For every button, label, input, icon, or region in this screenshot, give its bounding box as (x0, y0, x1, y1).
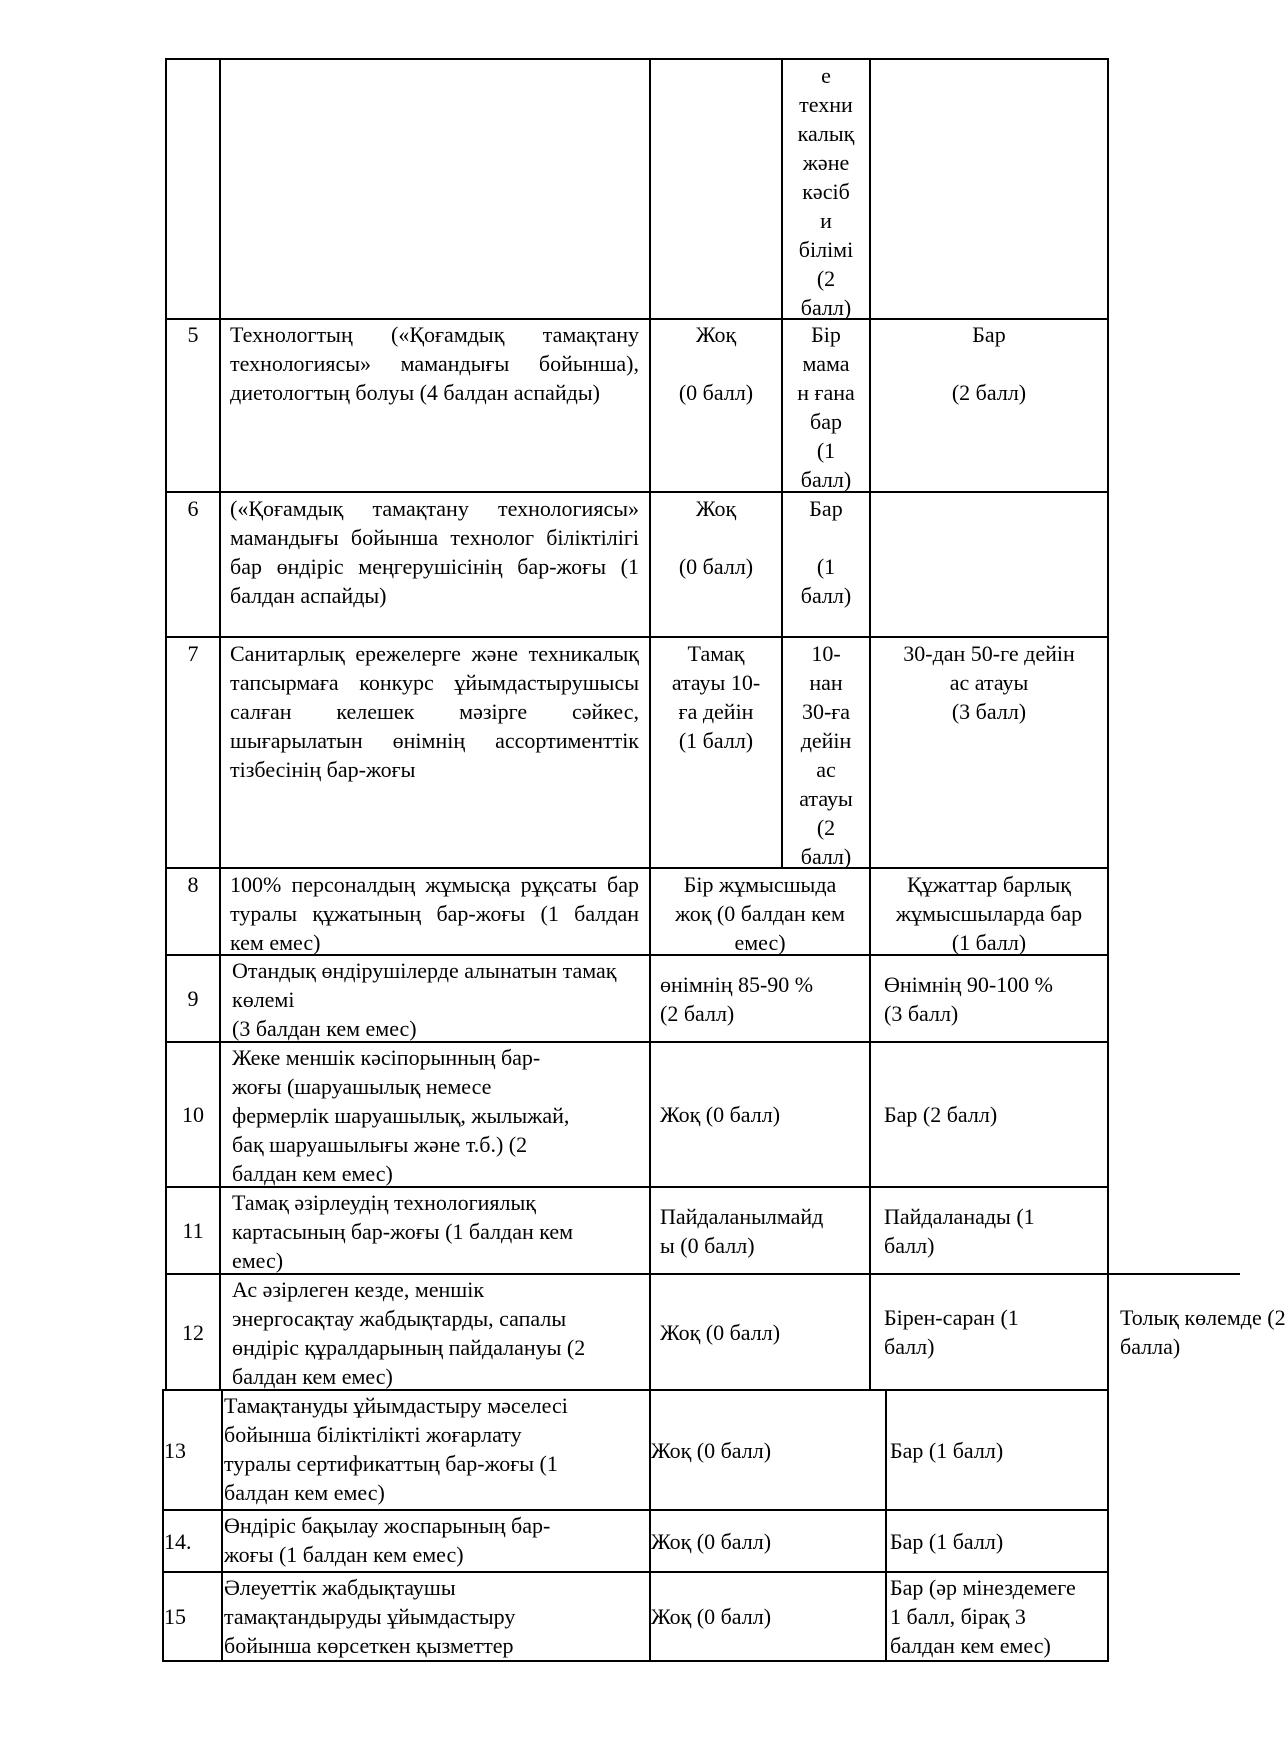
table-cell (884, 1275, 1107, 1389)
table-line (165, 867, 1109, 869)
row-number: 7 (187, 641, 199, 666)
row-number (167, 1275, 219, 1389)
table-cell (660, 1043, 869, 1186)
table-cell: Бар (әр мінездемеге 1 балл, бірақ 3 балдан кем емес) (890, 1575, 1076, 1658)
table-cell (651, 1573, 885, 1660)
row-number-text: 14. (164, 1528, 192, 1554)
table-cell-text: өнімнің 85-90 % (2 балл) (660, 971, 814, 1026)
table-cell-text: Жоқ (0 балл) (660, 1319, 781, 1345)
table-cell: Құжаттар барлық жұмысшыларда бар (1 балл) (895, 872, 1083, 955)
row-number-text: 15 (164, 1604, 186, 1629)
criterion-cell: Отандық өндірушілерде алынатын тамақ көлемі (3 балдан кем емес) (232, 958, 617, 1041)
table-cell-text: Пайдаланылмайд ы (0 балл) (660, 1203, 824, 1258)
table-line (221, 1389, 223, 1662)
criterion-cell: Технологтың («Қоғамдық тамақтану технологиясы» мамандығы бойынша), диетологтың болуы (4 балдан аспайды) (230, 322, 639, 405)
row-number (164, 1391, 221, 1509)
criterion-cell: Санитарлық ережелерге және техникалық тапсырмаға конкурс ұйымдастырушысы салған келешек мәзірге сәйкес, шығарылатын өнімнің ассортименттік тізбесінің бар-жоғы (230, 641, 639, 782)
table-cell-text: Өнімнің 90-100 % (3 балл) (884, 971, 1054, 1026)
row-number-text: 9 (187, 986, 199, 1011)
table-cell: 10- нан 30-ға дейін ас атауы (2 балл) (799, 641, 853, 869)
table-cell-text: Жоқ (0 балл) (651, 1604, 772, 1629)
criterion-cell: Әлеуеттік жабдықтаушы тамақтандыруды ұйымдастыру бойынша көрсеткен қызметтер (224, 1575, 516, 1658)
table-cell-text: Толық көлемде (2 балла) (1120, 1305, 1286, 1359)
table-line (885, 1389, 887, 1662)
table-cell-text: Бар (1 балл) (890, 1528, 1004, 1554)
row-number (167, 1188, 219, 1273)
table-line (165, 491, 1109, 493)
table-line (165, 636, 1109, 638)
row-number (167, 1043, 219, 1186)
row-number-text: 11 (182, 1218, 204, 1243)
row-number (167, 956, 219, 1041)
row-number: 6 (187, 496, 199, 521)
table-cell (660, 956, 869, 1041)
table-line (1107, 58, 1109, 1389)
table-cell-text: Жоқ (0 балл) (660, 1102, 781, 1127)
table-cell (884, 1043, 1107, 1186)
table-cell: е техни калық және кәсіб и білімі (2 балл) (797, 63, 855, 320)
table-cell: Тамақ атауы 10- ға дейін (1 балл) (671, 641, 761, 753)
table-cell (890, 1391, 1107, 1509)
table-cell-text: Бірен-саран (1 балл) (884, 1305, 1019, 1359)
table-cell-text: Пайдаланады (1 балл) (884, 1203, 1035, 1258)
table-cell (884, 956, 1107, 1041)
table-cell: Бір мама н ғана бар (1 балл) (797, 322, 855, 492)
row-number: 8 (187, 872, 199, 897)
table-cell (660, 1188, 869, 1273)
table-cell: Бар (1 балл) (800, 496, 852, 608)
table-cell: Жоқ (0 балл) (678, 496, 754, 579)
table-cell-text: Бар (2 балл) (884, 1102, 998, 1127)
criterion-cell: Ас әзірлеген кезде, меншік энергосақтау жабдықтарды, сапалы өндіріс құралдарының пайдалануы (2 балдан кем емес) (232, 1277, 586, 1389)
table-cell (890, 1511, 1107, 1571)
table-cell (884, 1188, 1107, 1273)
table-cell (651, 1511, 885, 1571)
table-cell (660, 1275, 869, 1389)
table-cell (651, 1391, 885, 1509)
table-line (1107, 1389, 1109, 1662)
table-cell: Бар (2 балл) (951, 322, 1027, 405)
criterion-cell: Тамақ әзірлеудің технологиялық картасының бар-жоғы (1 балдан кем емес) (232, 1190, 574, 1273)
criterion-cell: Тамақтануды ұйымдастыру мәселесі бойынша біліктілікті жоғарлату туралы сертификаттың бар-жоғы (1 балдан кем емес) (224, 1393, 568, 1505)
row-number (164, 1511, 221, 1571)
table-line (219, 58, 221, 1389)
row-number-text: 12 (182, 1319, 204, 1345)
table-line (162, 1660, 1109, 1662)
row-number-text: 13 (164, 1437, 186, 1463)
table-cell-text: Бар (1 балл) (890, 1437, 1004, 1463)
table-cell: Жоқ (0 балл) (678, 322, 754, 405)
table-cell-overflow (1120, 1275, 1286, 1389)
table-cell-text: Жоқ (0 балл) (651, 1528, 772, 1554)
criterion-cell: Жеке меншік кәсіпорынның бар- жоғы (шаруашылық немесе фермерлік шаруашылық, жылыжай, бақ шаруашылығы және т.б.) (2 балдан кем емес) (232, 1045, 570, 1186)
table-cell: Бір жұмысшыда жоқ (0 балдан кем емес) (675, 872, 845, 955)
table-line (165, 58, 1109, 60)
row-number: 5 (187, 322, 199, 347)
table-cell: 30-дан 50-ге дейін ас атауы (3 балл) (903, 641, 1075, 724)
criterion-cell: («Қоғамдық тамақтану технологиясы» мамандығы бойынша технолог біліктілігі бар өндіріс меңгерушісінің бар-жоғы (1 балдан аспайды) (230, 496, 639, 608)
row-number (164, 1573, 221, 1660)
row-number-text: 10 (182, 1102, 204, 1127)
criterion-cell: Өндіріс бақылау жоспарының бар- жоғы (1 балдан кем емес) (224, 1513, 551, 1567)
table-cell-text: Жоқ (0 балл) (651, 1437, 772, 1463)
criterion-cell: 100% персоналдың жұмысқа рұқсаты бар туралы құжатының бар-жоғы (1 балдан кем емес) (230, 872, 639, 955)
